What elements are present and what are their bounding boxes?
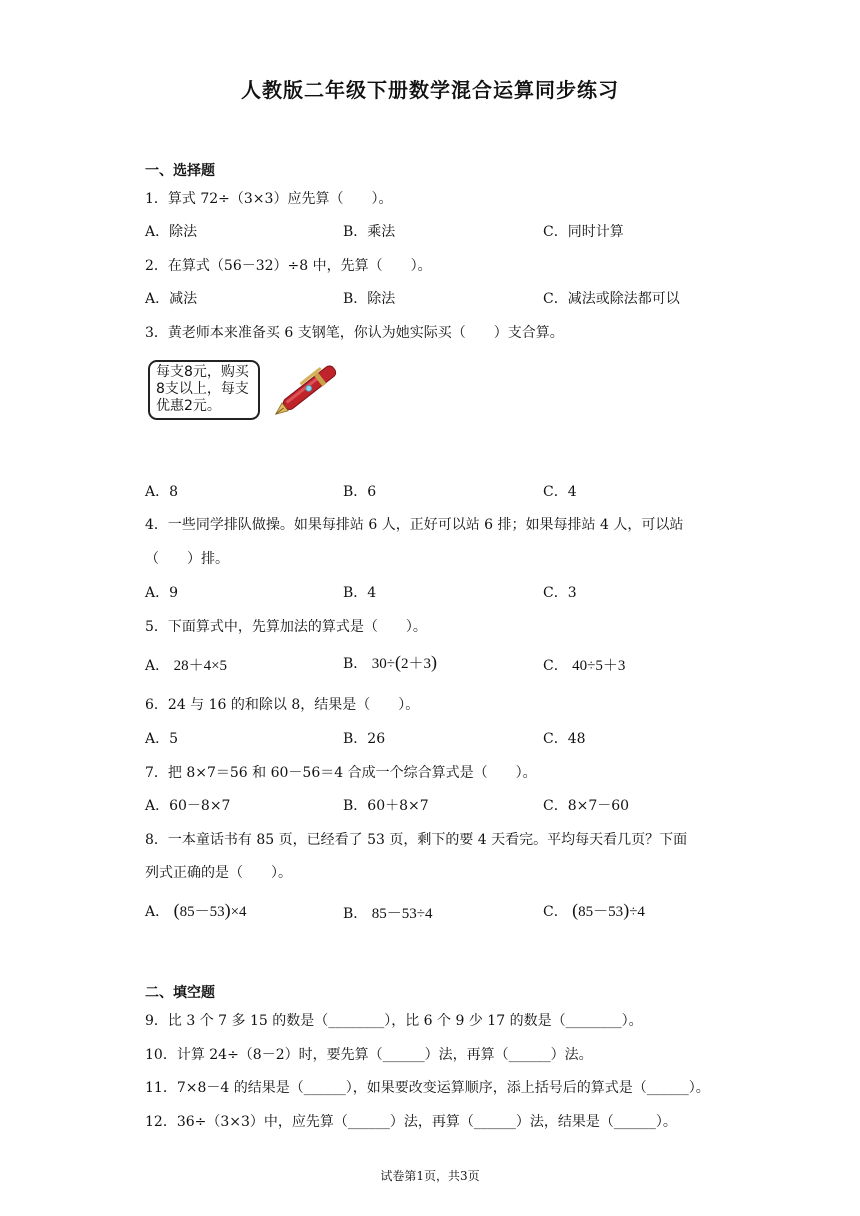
question-4-line-2: （ ）排。 — [145, 551, 229, 567]
option-label: A． — [145, 904, 170, 920]
q8-option-a — [145, 900, 247, 921]
question-10: 10．计算 24÷（8－2）时，要先算（______）法，再算（______）法。 — [145, 1047, 593, 1063]
q2-option-a: A．减法 — [145, 291, 198, 307]
question-6: 6．24 与 16 的和除以 8，结果是（ ）。 — [145, 697, 420, 713]
expr-inner: 2＋3 — [400, 656, 431, 672]
bubble-line: 8支以上，每支 — [156, 381, 249, 397]
question-7: 7．把 8×7＝56 和 60－56＝4 合成一个综合算式是（ ）。 — [145, 765, 537, 781]
option-label: B． — [343, 906, 368, 922]
question-1: 1．算式 72÷（3×3）应先算（ ）。 — [145, 191, 393, 207]
expr-suffix: ÷4 — [629, 904, 645, 920]
q1-option-c: C．同时计算 — [543, 224, 624, 240]
question-4-line-1: 4．一些同学排队做操。如果每排站 6 人，正好可以站 6 排；如果每排站 4 人，可以站 — [145, 517, 684, 533]
expr-inner: 85－53 — [578, 904, 624, 920]
question-12: 12．36÷（3×3）中，应先算（______）法，再算（______）法，结果是（______）。 — [145, 1114, 677, 1130]
math-expression: 30÷(2＋3) — [371, 652, 437, 672]
expr-prefix: 30÷ — [371, 656, 395, 672]
math-expression: (85－53)×4 — [173, 900, 247, 920]
q7-option-c: C．8×7－60 — [543, 798, 630, 814]
math-expression: 85－53÷4 — [371, 906, 433, 922]
q2-option-b: B．除法 — [343, 291, 396, 307]
question-3: 3．黄老师本来准备买 6 支钢笔，你认为她实际买（ ）支合算。 — [145, 325, 564, 341]
page-title: 人教版二年级下册数学混合运算同步练习 — [241, 78, 619, 102]
q3-option-b: B．6 — [343, 484, 377, 500]
question-2: 2．在算式（56－32）÷8 中，先算（ ）。 — [145, 258, 432, 274]
page-footer: 试卷第1页，共3页 — [380, 1169, 480, 1183]
q1-option-a: A．除法 — [145, 224, 198, 240]
q7-option-a: A．60－8×7 — [145, 798, 231, 814]
expr-inner: 85－53 — [179, 904, 225, 920]
fountain-pen-icon — [262, 356, 352, 426]
section-heading-choice: 一、选择题 — [145, 163, 215, 179]
bubble-line: 每支8元，购买 — [156, 364, 249, 380]
question-11: 11．7×8－4 的结果是（______），如果要改变运算顺序，添上括号后的算式是（______）。 — [145, 1080, 710, 1096]
expr-suffix: ×4 — [230, 904, 247, 920]
q7-option-b: B．60＋8×7 — [343, 798, 429, 814]
q6-option-c: C．48 — [543, 731, 586, 747]
option-label: C． — [543, 658, 568, 674]
question-8-line-2: 列式正确的是（ ）。 — [145, 865, 292, 881]
q4-option-c: C．3 — [543, 585, 577, 601]
question-5: 5．下面算式中，先算加法的算式是（ ）。 — [145, 619, 427, 635]
section-heading-fill-in: 二、填空题 — [145, 985, 215, 1001]
q8-option-b — [343, 902, 432, 923]
price-speech-bubble — [148, 360, 260, 420]
q5-option-c — [543, 654, 625, 675]
bubble-line: 优惠2元。 — [156, 398, 221, 414]
q1-option-b: B．乘法 — [343, 224, 396, 240]
question-8-line-1: 8．一本童话书有 85 页，已经看了 53 页，剩下的要 4 天看完。平均每天看几页？下面 — [145, 832, 688, 848]
q4-option-b: B．4 — [343, 585, 377, 601]
q5-option-a — [145, 654, 227, 675]
option-label: B． — [343, 656, 368, 672]
math-expression: (85－53)÷4 — [572, 900, 645, 920]
q5-option-b — [343, 652, 437, 673]
q3-option-a: A．8 — [145, 484, 179, 500]
math-expression: 40÷5＋3 — [572, 658, 626, 674]
question-9: 9．比 3 个 7 多 15 的数是（________），比 6 个 9 少 17 的数是（________）。 — [145, 1013, 643, 1029]
q3-option-c: C．4 — [543, 484, 577, 500]
q2-option-c: C．减法或除法都可以 — [543, 291, 680, 307]
q6-option-a: A．5 — [145, 731, 179, 747]
q6-option-b: B．26 — [343, 731, 386, 747]
option-label: C． — [543, 904, 568, 920]
math-expression: 28＋4×5 — [173, 658, 228, 674]
q8-option-c — [543, 900, 645, 921]
q4-option-a: A．9 — [145, 585, 179, 601]
option-label: A． — [145, 658, 170, 674]
